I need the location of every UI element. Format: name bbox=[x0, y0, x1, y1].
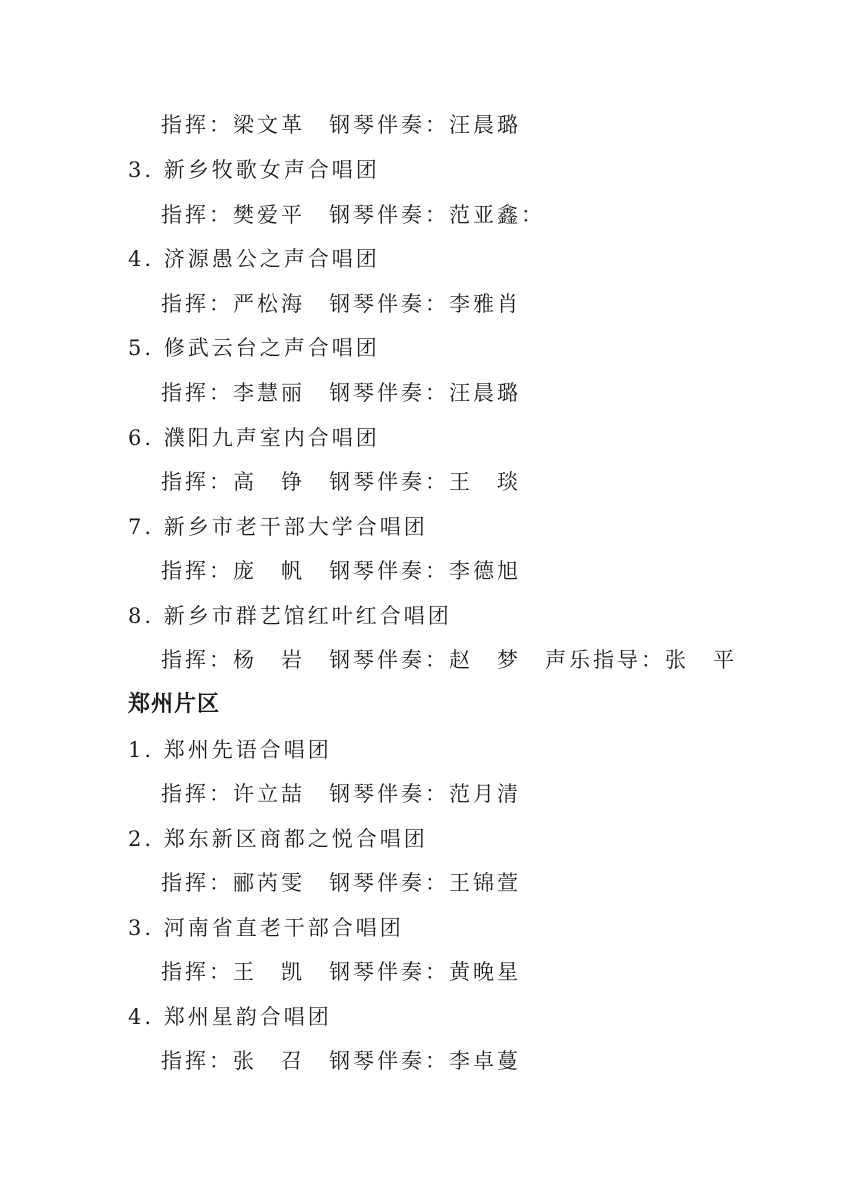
entry-detail: 指挥：樊爱平 钢琴伴奏：范亚鑫： bbox=[161, 203, 545, 227]
entry-title: 6. 濮阳九声室内合唱团 bbox=[128, 426, 380, 450]
entry-title: 5. 修武云台之声合唱团 bbox=[128, 336, 380, 360]
entry-detail: 指挥：严松海 钢琴伴奏：李雅肖 bbox=[161, 292, 521, 316]
entry-detail: 指挥：王 凯 钢琴伴奏：黄晚星 bbox=[161, 960, 521, 984]
entry-detail: 指挥：梁文革 钢琴伴奏：汪晨璐 bbox=[161, 113, 521, 137]
entry-title: 3. 新乡牧歌女声合唱团 bbox=[128, 158, 380, 182]
section-heading: 郑州片区 bbox=[128, 692, 221, 717]
entry-title: 4. 济源愚公之声合唱团 bbox=[128, 247, 380, 271]
entry-detail: 指挥：张 召 钢琴伴奏：李卓蔓 bbox=[161, 1049, 521, 1073]
entry-title: 2. 郑东新区商都之悦合唱团 bbox=[128, 827, 428, 851]
entry-detail: 指挥：许立喆 钢琴伴奏：范月清 bbox=[161, 782, 521, 806]
entry-title: 4. 郑州星韵合唱团 bbox=[128, 1005, 332, 1029]
entry-detail: 指挥：庞 帆 钢琴伴奏：李德旭 bbox=[161, 559, 521, 583]
entry-title: 3. 河南省直老干部合唱团 bbox=[128, 916, 404, 940]
entry-detail: 指挥：郦芮雯 钢琴伴奏：王锦萱 bbox=[161, 871, 521, 895]
entry-title: 1. 郑州先语合唱团 bbox=[128, 738, 332, 762]
entry-detail: 指挥：李慧丽 钢琴伴奏：汪晨璐 bbox=[161, 381, 521, 405]
entry-title: 8. 新乡市群艺馆红叶红合唱团 bbox=[128, 604, 452, 628]
entry-detail: 指挥：杨 岩 钢琴伴奏：赵 梦 声乐指导：张 平 bbox=[161, 648, 737, 672]
entry-title: 7. 新乡市老干部大学合唱团 bbox=[128, 515, 428, 539]
entry-detail: 指挥：高 铮 钢琴伴奏：王 琰 bbox=[161, 470, 521, 494]
